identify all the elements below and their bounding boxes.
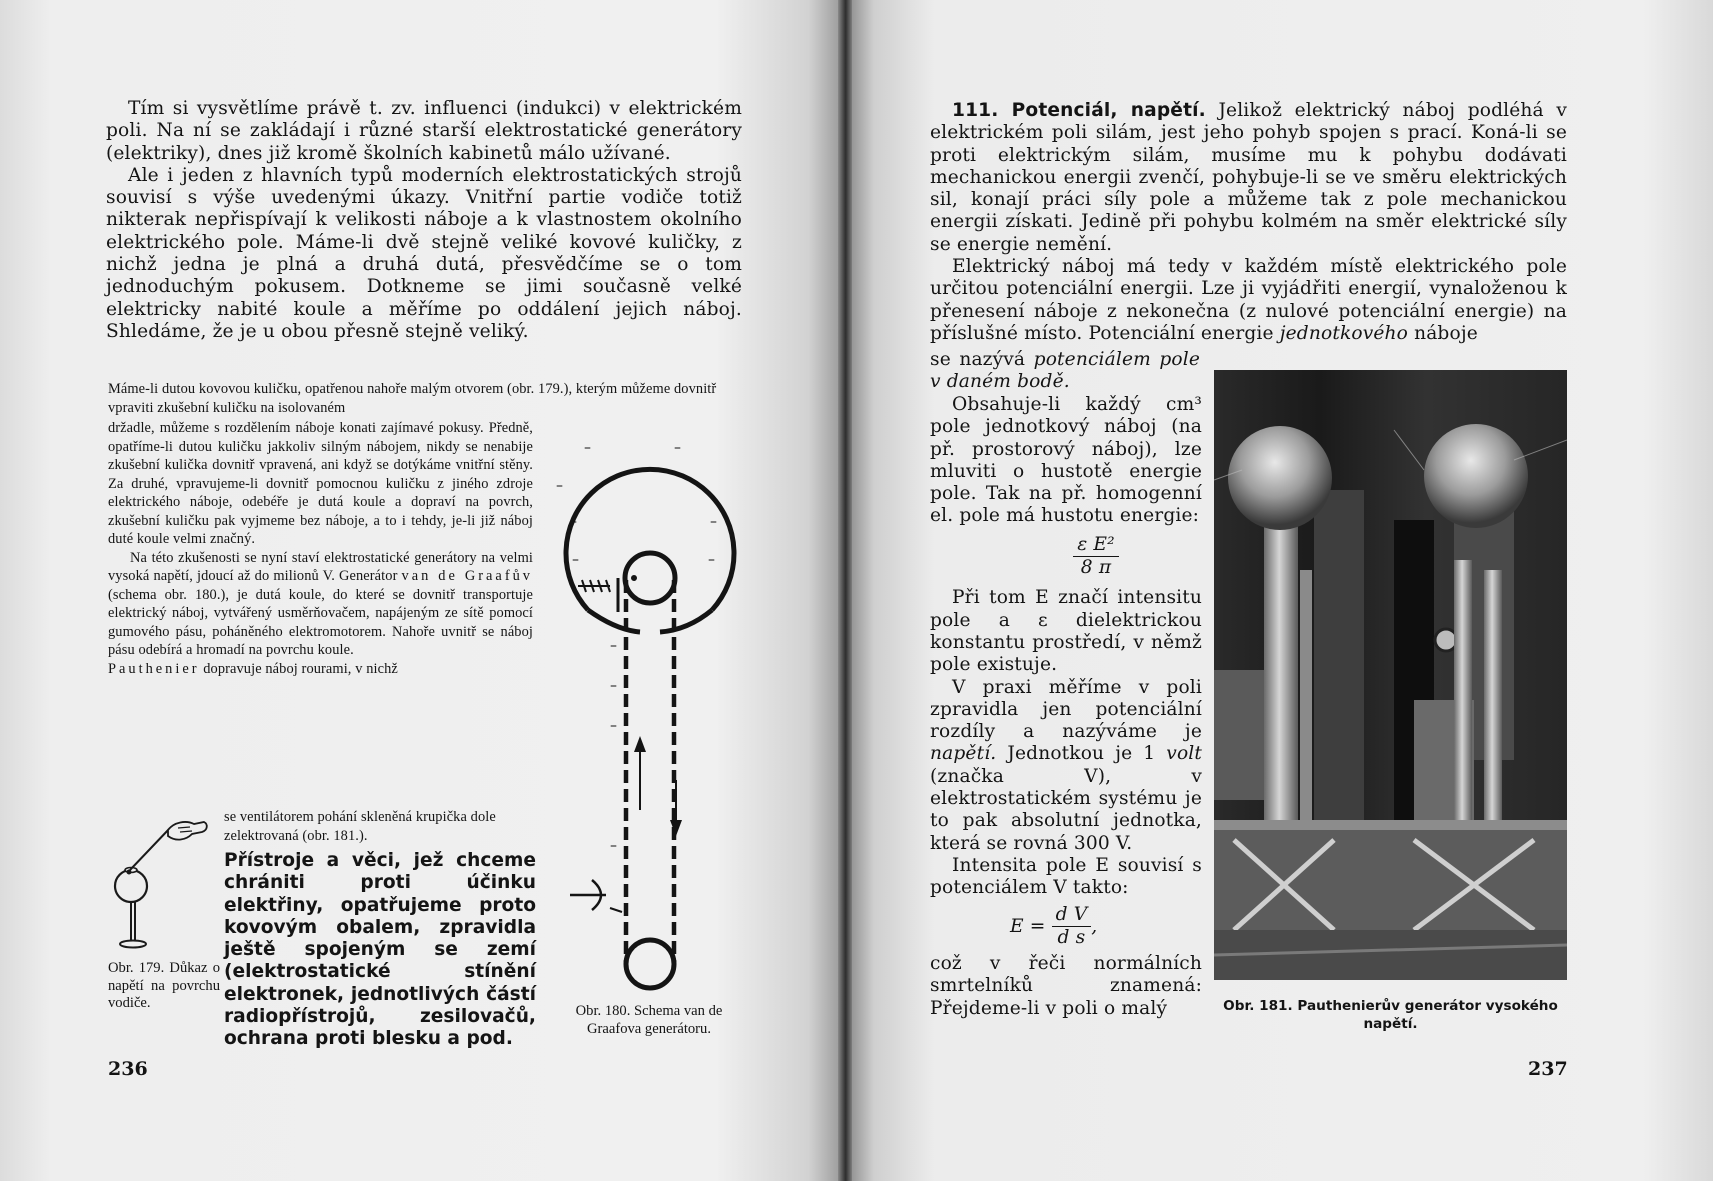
svg-text:–: –: [710, 514, 717, 530]
svg-text:–: –: [610, 678, 617, 694]
svg-text:–: –: [708, 552, 715, 568]
page-number: 237: [1528, 1058, 1568, 1080]
formula-energy-numerator: ε E²: [1073, 534, 1119, 557]
svg-text:–: –: [556, 478, 563, 494]
paragraph-generators: Ale i jeden z hlavních typů moderních elektrostatických strojů souvisí s výše uvedenými úkazy. Vnitřní partie vodiče totiž nikterak nepřispívají k velikosti náboje a k vlastnostem okolního elektrického pole. Máme-li dvě stejně veliké kovové kuličky, z nichž jedna je plná a druhá dutá, přesvědčíme se o tom jednoduchým pokusem. Dotkneme se jimi současně velké elektricky nabité koule a měříme po oddálení jejich náboj. Shledáme, že je u obou přesně stejně veliký.: [106, 164, 742, 342]
figure-181-photo: [1214, 370, 1567, 980]
svg-text:–: –: [610, 638, 617, 654]
section-111-text: [930, 100, 1567, 345]
paragraph-influence: Tím si vysvětlíme právě t. zv. influenci (indukci) v elektrickém poli. Na ní se zakládají i různé starší elektrostatické generátory (elektriky), dnes již kromě školních kabinetů málo užívané.: [106, 98, 742, 164]
svg-text:–: –: [674, 440, 681, 456]
small-column-end: se ventilátorem pohání skleněná krupička dole zelektrovaná (obr. 181.).: [224, 809, 496, 844]
paragraph-generator-intro: Na této zkušenosti se nyní staví elektrostatické generátory na velmi vysoká napětí, jdoucí až do milionů V. Generátor van de Graafův (schema obr. 180.), je dutá koule, do které se dovnitř transportuje elektrický náboj, vytvářený usměrňovačem, napájeným ze sítě pomocí gumového pásu, poháněného elektromotorem. Nahoře uvnitř se náboj pásu odebírá a hromadí na povrchu koule.: [108, 549, 533, 658]
figure-180-diagram: [548, 440, 758, 1000]
paragraph-plain-speech: což v řeči normálních smrtelníků znamená: Přejdeme-li v poli o malý: [930, 953, 1202, 1019]
formula-intensity-numerator: d V: [1052, 904, 1092, 927]
section-heading: 111. Potenciál, napětí.: [952, 100, 1206, 121]
figure-179-drawing: [108, 818, 220, 958]
svg-text:–: –: [696, 478, 703, 494]
formula-intensity: E = $\frac{\text{d V}}{\text{d s}}$ ,: [1010, 903, 1098, 948]
paragraph-potential-energy: Elektrický náboj má tedy v každém místě elektrického pole určitou potenciální energii. Lze ji vyjádřiti energií, vynaloženou k přenesení náboje z nekonečna (z nulové potenciální energie) na příslušné místo. Potenciální energie jednotkového náboje: [930, 256, 1567, 344]
caption-181: Obr. 181. Pauthenierův generátor vysokého napětí.: [1223, 998, 1558, 1032]
page-number: 236: [108, 1058, 148, 1080]
intro-text: [106, 98, 742, 343]
svg-text:–: –: [610, 838, 617, 854]
bold-shielding-paragraph: Přístroje a věci, jež chceme chrániti proti účinku elektřiny, opatřujeme proto kovovým obalem, zpravidla ještě spojeným se zemí (elektrostatické stínění elektronek, jednotlivých částí radiopřístrojů, zesilovačů, ochrana proti blesku a pod.: [224, 850, 536, 1050]
name-van-de-graaf: van de Graafův: [401, 568, 533, 584]
paragraph-hollow-ball: držadle, můžeme s rozdělením náboje konati zajímavé pokusy. Předně, opatříme-li dutou kuličku jakkoliv silným nábojem, nikdy se nenabije zkušební kulička dovnitř vpravená, ani když se dotýkáme vnitřní stěny. Za druhé, vpravujeme-li dovnitř pomocnou kuličku z jiného zdroje elektrického náboje, odebéře je dutá koule a dopraví na povrch, zkušební kuličku pak vyjmeme bez náboje, a to i tehdy, je-li již náboj duté koule velmi značný.: [108, 420, 533, 547]
potential-definition: se nazývá potenciálem pole v daném bodě.: [930, 349, 1201, 393]
svg-text:–: –: [584, 440, 591, 456]
paragraph-symbols: Při tom E značí intensitu pole a ε dielektrickou konstantu prostředí, v němž pole existuje.: [930, 587, 1202, 676]
svg-text:–: –: [570, 514, 577, 530]
formula-energy-denominator: 8 π: [1080, 557, 1112, 579]
narrow-column-text: [930, 394, 1202, 1020]
left-page: [0, 0, 842, 1181]
book-gutter: [838, 0, 852, 1181]
paragraph-work: 111. Potenciál, napětí. Jelikož elektrický náboj podléhá v elektrickém poli silám, jest jeho pohyb spojen s prací. Koná-li se proti elektrickým silám, musíme mu k pohybu dodávati mechanickou energii zvenčí, pohybuje-li se ve směru elektrických sil, konají práci síly pole a můžeme tak z pole mechanickou energii získati. Jedině při pohybu kolmém na směr elektrické síly se energie nemění.: [930, 100, 1567, 255]
svg-text:–: –: [572, 552, 579, 568]
svg-text:–: –: [610, 718, 617, 734]
name-pauthenier: Pauthenier: [108, 660, 200, 677]
paragraph-voltage: V praxi měříme v poli zpravidla jen potenciální rozdíly a nazýváme je napětí. Jednotkou je 1 volt (značka V), v elektrostatickém systému je to pak absolutní jednotka, která se rovná 300 V.: [930, 676, 1203, 854]
paragraph-intensity: Intensita pole E souvisí s potenciálem V takto:: [930, 854, 1202, 899]
caption-179: Obr. 179. Důkaz o napětí na povrchu vodiče.: [108, 960, 220, 1011]
paragraph-energy-density: Obsahuje-li každý cm³ pole jednotkový náboj (na př. prostorový náboj), lze mluviti o hustotě energie pole. Tak na př. homogenní el. pole má hustotu energie:: [930, 394, 1202, 527]
formula-energy-density: [930, 534, 1202, 580]
formula-intensity-denominator: d s: [1057, 926, 1086, 948]
caption-180: Obr. 180. Schema van de Graafova generátoru.: [575, 1003, 723, 1037]
small-full-line: Máme-li dutou kovovou kuličku, opatřenou nahoře malým otvorem (obr. 179.), kterým můžeme dovnitř vpraviti zkušební kuličku na isolovaném: [108, 381, 717, 416]
small-column-text: [108, 419, 533, 678]
paragraph-pauthenier: Pauthenier dopravuje náboj rourami, v nichž: [108, 660, 398, 677]
